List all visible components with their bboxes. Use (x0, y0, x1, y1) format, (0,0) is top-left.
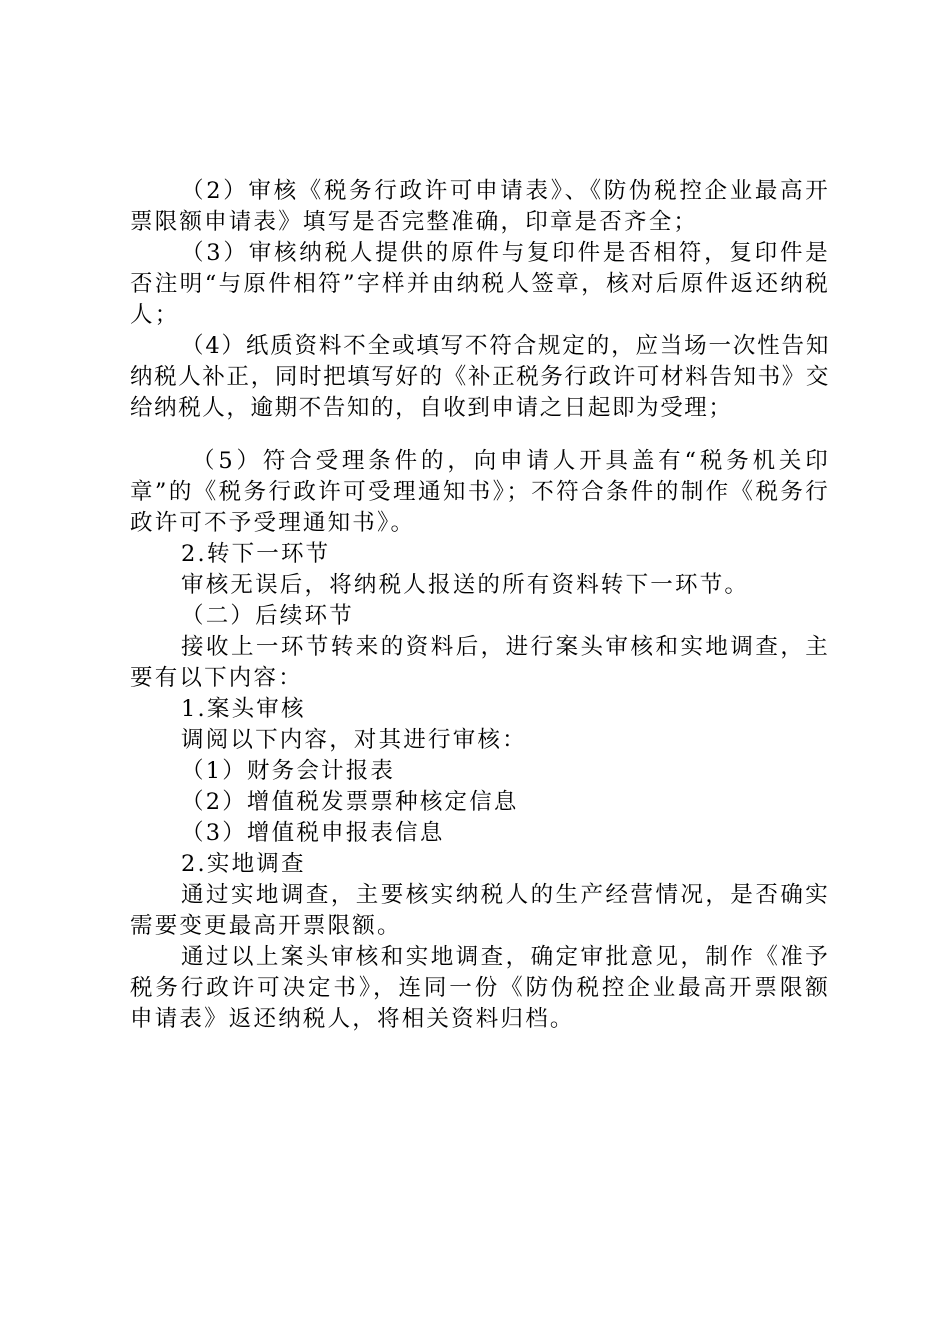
paragraph-review-application-form: （2）审核《税务行政许可申请表》、《防伪税控企业最高开票限额申请表》填写是否完整准确，印章是否齐全； (130, 178, 830, 235)
heading-follow-up-step: （二）后续环节 (181, 603, 354, 629)
paragraph-field-investigation: 通过实地调查，主要核实纳税人的生产经营情况，是否确实需要变更最高开票限额。 (130, 882, 830, 939)
paragraph-acceptance-notice: （5）符合受理条件的，向申请人开具盖有“税务机关印章”的《税务行政许可受理通知书》；不符合条件的制作《税务行政许可不予受理通知书》。 (130, 448, 830, 536)
paragraph-review-original-copies: （3）审核纳税人提供的原件与复印件是否相符，复印件是否注明“与原件相符”字样并由纳税人签章，核对后原件返还纳税人； (130, 240, 830, 328)
paragraph-approval-decision: 通过以上案头审核和实地调查，确定审批意见，制作《准予税务行政许可决定书》，连同一份《防伪税控企业最高开票限额申请表》返还纳税人，将相关资料归档。 (130, 944, 830, 1032)
heading-field-investigation: 2.实地调查 (181, 851, 306, 877)
list-item-invoice-type-info: （2）增值税发票票种核定信息 (181, 789, 519, 815)
document-body (130, 176, 830, 1035)
list-item-financial-statements: （1）财务会计报表 (181, 758, 396, 784)
list-item-vat-return-info: （3）增值税申报表信息 (181, 820, 445, 846)
paragraph-follow-up-intro: 接收上一环节转来的资料后，进行案头审核和实地调查，主要有以下内容： (130, 634, 830, 691)
paragraph-transfer-materials: 审核无误后，将纳税人报送的所有资料转下一环节。 (181, 572, 750, 598)
paragraph-incomplete-materials: （4）纸质资料不全或填写不符合规定的，应当场一次性告知纳税人补正，同时把填写好的《补正税务行政许可材料告知书》交给纳税人，逾期不告知的，自收到申请之日起即为受理； (130, 333, 830, 421)
heading-desk-review: 1.案头审核 (181, 696, 306, 722)
paragraph-desk-review-intro: 调阅以下内容，对其进行审核： (181, 727, 527, 753)
heading-transfer-next-step: 2.转下一环节 (181, 541, 331, 567)
